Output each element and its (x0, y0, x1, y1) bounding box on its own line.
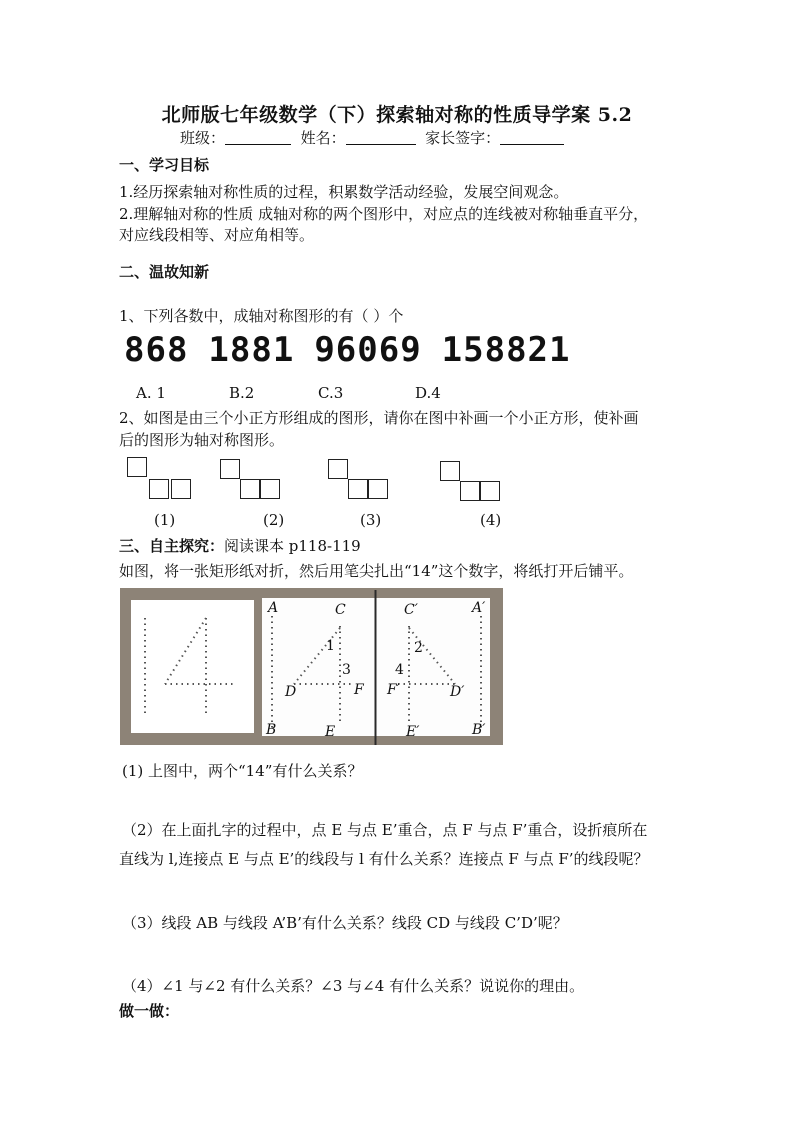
figure-label-4: (4) (480, 511, 502, 529)
goal-1: 1.经历探索轴对称性质的过程，积累数学活动经验，发展空间观念。 (119, 183, 569, 201)
class-label: 班级： (180, 129, 226, 147)
goal-2-line2: 对应线段相等、对应角相等。 (119, 226, 315, 244)
label-angle-3: 3 (342, 662, 351, 678)
section1-heading: 一、学习目标 (119, 156, 210, 174)
label-F: F (354, 682, 364, 698)
number-96069: 96069 (314, 330, 422, 370)
label-D: D (285, 684, 297, 700)
label-B: B (266, 722, 277, 738)
label-angle-1: 1 (326, 638, 335, 654)
option-a: A. 1 (136, 384, 166, 402)
question-2-line2: 后的图形为轴对称图形。 (119, 431, 285, 449)
sub-question-2-line1: （2）在上面扎字的过程中，点 E 与点 E’重合，点 F 与点 F’重合，设折痕所在 (122, 821, 648, 839)
figure-label-3: (3) (360, 511, 382, 529)
label-F-prime: F′ (387, 682, 400, 698)
section3-reading: 阅读课本 p118-119 (224, 537, 361, 555)
class-blank[interactable] (225, 129, 291, 145)
student-info-line (180, 127, 564, 148)
do-it-heading: 做一做： (119, 1002, 180, 1020)
label-D-prime: D′ (450, 684, 465, 700)
folded-paper-photo (120, 588, 503, 745)
name-label: 姓名： (300, 129, 346, 147)
parent-signature-blank[interactable] (500, 129, 564, 145)
sub-question-2-line2: 直线为 l,连接点 E 与点 E’的线段与 l 有什么关系？连接点 F 与点 F’的线段呢？ (119, 850, 649, 868)
figure-label-2: (2) (263, 511, 285, 529)
page-title: 北师版七年级数学（下）探索轴对称的性质导学案 5.2 (161, 104, 633, 126)
goal-2-line1: 2.理解轴对称的性质 成轴对称的两个图形中，对应点的连线被对称轴垂直平分， (119, 205, 649, 223)
label-B-prime: B′ (472, 722, 486, 738)
option-b: B.2 (229, 384, 255, 402)
option-c: C.3 (318, 384, 344, 402)
number-158821: 158821 (441, 330, 571, 370)
figure-label-1: (1) (154, 511, 176, 529)
label-A: A (268, 600, 279, 616)
question-1: 1、下列各数中，成轴对称图形的有（ ）个 (119, 307, 404, 325)
sub-question-1: (1) 上图中，两个“14”有什么关系？ (122, 762, 363, 780)
label-E-prime: E′ (406, 724, 420, 740)
label-angle-4: 4 (395, 662, 404, 678)
label-angle-2: 2 (414, 640, 423, 656)
label-C: C (335, 602, 346, 618)
digit-numbers (124, 330, 591, 370)
sub-question-4: （4）∠1 与∠2 有什么关系？∠3 与∠4 有什么关系？说说你的理由。 (122, 977, 585, 995)
label-E: E (325, 724, 336, 740)
sub-question-3: （3）线段 AB 与线段 A’B’有什么关系？线段 CD 与线段 C’D’呢？ (122, 914, 568, 932)
option-d: D.4 (415, 384, 441, 402)
section2-heading: 二、温故知新 (119, 263, 210, 281)
label-A-prime: A′ (472, 600, 486, 616)
number-1881: 1881 (208, 330, 295, 370)
name-blank[interactable] (346, 129, 416, 145)
section3-heading: 三、自主探究： (119, 537, 225, 555)
question-2-line1: 2、如图是由三个小正方形组成的图形，请你在图中补画一个小正方形，使补画 (119, 409, 639, 427)
section3-intro: 如图，将一张矩形纸对折，然后用笔尖扎出“14”这个数字，将纸打开后铺平。 (119, 562, 634, 580)
number-868: 868 (124, 330, 189, 370)
parent-signature-label: 家长签字： (425, 129, 501, 147)
section3-heading-line (119, 535, 361, 556)
label-C-prime: C′ (404, 602, 418, 618)
